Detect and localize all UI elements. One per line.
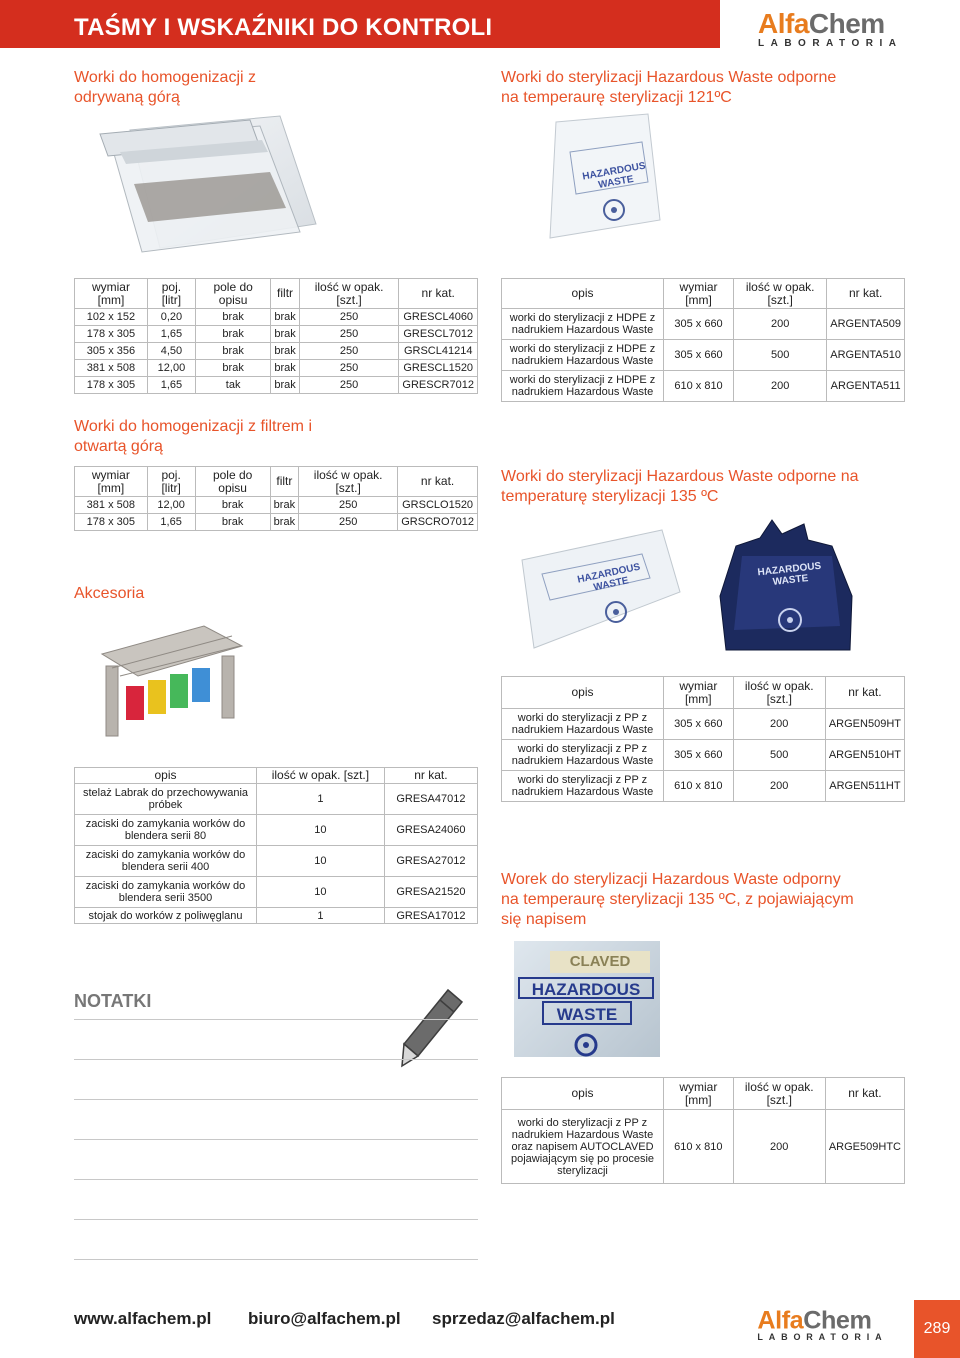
cell: ARGEN510HT [825, 740, 904, 771]
table-row [502, 340, 905, 371]
cell: GRSCRO7012 [398, 514, 478, 531]
table-row [75, 343, 478, 360]
cell: 10 [257, 815, 385, 846]
cell: ARGEN509HT [825, 709, 904, 740]
section-title-hazard-121: Worki do sterylizacji Hazardous Waste odporne na temperaurę sterylizacji 121ºC [501, 69, 837, 106]
col-header: ilość w opak. [szt.] [733, 677, 825, 709]
cell: GRESA24060 [384, 815, 477, 846]
col-header: pole do opisu [195, 467, 270, 497]
col-header: opis [75, 768, 257, 784]
cell: ARGENTA511 [827, 371, 905, 402]
cell: ARGENTA510 [827, 340, 905, 371]
col-header: wymiar [mm] [75, 279, 148, 309]
cell: brak [271, 326, 299, 343]
homogenizer-bags-photo [90, 112, 330, 254]
table-row [75, 877, 478, 908]
cell: 12,00 [147, 497, 195, 514]
cell: 500 [733, 740, 825, 771]
col-header: ilość w opak. [szt.] [299, 467, 398, 497]
bag-print-text: HAZARDOUS WASTE [757, 560, 822, 588]
pen-icon [396, 986, 466, 1070]
autoclaved-closeup-photo [514, 941, 660, 1057]
note-line [74, 1179, 478, 1180]
note-line [74, 1099, 478, 1100]
note-line [74, 1059, 478, 1060]
cell: worki do sterylizacji z PP z nadrukiem Hazardous Waste [502, 740, 664, 771]
cell: worki do sterylizacji z PP z nadrukiem Hazardous Waste oraz napisem AUTOCLAVED pojawiającym się po procesie sterylizacji [502, 1110, 664, 1184]
email-biuro-link[interactable]: biuro@alfachem.pl [248, 1309, 401, 1328]
col-header: ilość w opak. [szt.] [299, 279, 399, 309]
cell: 250 [299, 309, 399, 326]
cell: brak [270, 514, 298, 531]
hazard-bag-135-clear-photo [512, 520, 682, 652]
col-header: ilość w opak. [szt.] [257, 768, 385, 784]
col-header: nr kat. [825, 1078, 904, 1110]
cell: 178 x 305 [75, 326, 148, 343]
logo-wordmark: AlfaChem [758, 8, 885, 39]
col-header: ilość w opak. [szt.] [733, 1078, 825, 1110]
note-line [74, 1019, 478, 1020]
cell: 500 [734, 340, 827, 371]
cell: 250 [299, 377, 399, 394]
cell: brak [270, 497, 298, 514]
col-header: nr kat. [827, 279, 905, 309]
table-header-row [75, 768, 478, 784]
cell: worki do sterylizacji z PP z nadrukiem Hazardous Waste [502, 709, 664, 740]
cell: 12,00 [147, 360, 195, 377]
cell: brak [271, 343, 299, 360]
cell: GRESCR7012 [399, 377, 478, 394]
cell: zaciski do zamykania worków do blendera serii 80 [75, 815, 257, 846]
cell: ARGE509HTC [825, 1110, 904, 1184]
email-sprzedaz-link[interactable]: sprzedaz@alfachem.pl [432, 1309, 615, 1328]
section-title-homog-odrywana: Worki do homogenizacji z odrywaną górą [74, 69, 257, 106]
table-row [75, 908, 478, 924]
logo-subtitle: LABORATORIA [758, 38, 903, 49]
cell: 610 x 810 [664, 1110, 734, 1184]
col-header: opis [502, 1078, 664, 1110]
col-header: wymiar [mm] [664, 677, 734, 709]
table-homog-odrywana [74, 278, 478, 394]
cell: worki do sterylizacji z PP z nadrukiem Hazardous Waste [502, 771, 664, 802]
cell: brak [271, 377, 299, 394]
section-title-hazard-135: Worki do sterylizacji Hazardous Waste odporne na temperaturę sterylizacji 135 ºC [501, 468, 859, 505]
cell: 305 x 356 [75, 343, 148, 360]
autoclaved-label: CLAVED [550, 951, 650, 973]
cell: GRESCL1520 [399, 360, 478, 377]
cell: 178 x 305 [75, 377, 148, 394]
table-header-row [502, 677, 905, 709]
table-header-row [502, 279, 905, 309]
labrak-rack-photo [92, 616, 252, 746]
table-header-row [502, 1078, 905, 1110]
cell: 250 [299, 497, 398, 514]
cell: stelaż Labrak do przechowywania próbek [75, 784, 257, 815]
col-header: opis [502, 279, 664, 309]
cell: worki do sterylizacji z HDPE z nadrukiem Hazardous Waste [502, 340, 664, 371]
cell: 610 x 810 [664, 371, 734, 402]
col-header: poj. [litr] [147, 279, 195, 309]
hazard-bag-121-photo [536, 112, 666, 242]
cell: GRESA47012 [384, 784, 477, 815]
cell: 200 [733, 709, 825, 740]
cell: GRESCL7012 [399, 326, 478, 343]
cell: GRESA27012 [384, 846, 477, 877]
cell: 381 x 508 [75, 360, 148, 377]
cell: 200 [733, 771, 825, 802]
table-header-row [75, 279, 478, 309]
cell: brak [195, 497, 270, 514]
col-header: wymiar [mm] [664, 1078, 734, 1110]
table-row [75, 497, 478, 514]
cell: brak [195, 309, 270, 326]
table-row [75, 377, 478, 394]
cell: 102 x 152 [75, 309, 148, 326]
cell: 305 x 660 [664, 340, 734, 371]
cell: 200 [734, 371, 827, 402]
waste-label: WASTE [542, 1001, 632, 1025]
logo-wordmark: AlfaChem [757, 1306, 872, 1334]
table-akcesoria [74, 767, 478, 924]
page-number: 289 [914, 1300, 960, 1358]
table-row [502, 709, 905, 740]
col-header: wymiar [mm] [75, 467, 148, 497]
col-header: opis [502, 677, 664, 709]
section-title-homog-filtr: Worki do homogenizacji z filtrem i otwartą górą [74, 418, 313, 455]
cell: 1,65 [147, 326, 195, 343]
cell: worki do sterylizacji z HDPE z nadrukiem Hazardous Waste [502, 309, 664, 340]
cell: ARGENTA509 [827, 309, 905, 340]
col-header: nr kat. [384, 768, 477, 784]
col-header: nr kat. [825, 677, 904, 709]
alfachem-logo [752, 8, 912, 48]
cell: 1 [257, 784, 385, 815]
table-row [502, 1110, 905, 1184]
cell: 4,50 [147, 343, 195, 360]
cell: 1,65 [147, 514, 195, 531]
hazard-bag-135-blue-photo [712, 516, 862, 656]
col-header: pole do opisu [195, 279, 270, 309]
biohazard-icon [568, 1029, 604, 1057]
cell: worki do sterylizacji z HDPE z nadrukiem Hazardous Waste [502, 371, 664, 402]
cell: 305 x 660 [664, 740, 734, 771]
col-header: nr kat. [399, 279, 478, 309]
cell: brak [195, 514, 270, 531]
cell: 1 [257, 908, 385, 924]
cell: brak [195, 360, 270, 377]
note-line [74, 1139, 478, 1140]
cell: 250 [299, 514, 398, 531]
cell: 0,20 [147, 309, 195, 326]
cell: 250 [299, 326, 399, 343]
table-row [75, 360, 478, 377]
section-title-hazard-napis: Worek do sterylizacji Hazardous Waste odporny na temperaurę sterylizacji 135 ºC, z pojawiającym się napisem [501, 871, 854, 928]
table-row [502, 371, 905, 402]
cell: GRESCL4060 [399, 309, 478, 326]
cell: brak [195, 326, 270, 343]
notes-title: NOTATKI [74, 991, 152, 1011]
cell: 305 x 660 [664, 309, 734, 340]
cell: 178 x 305 [75, 514, 148, 531]
cell: 200 [733, 1110, 825, 1184]
table-row [75, 846, 478, 877]
cell: GRSCLO1520 [398, 497, 478, 514]
logo-subtitle: LABORATORIA [757, 1333, 888, 1343]
col-header: filtr [271, 279, 299, 309]
table-header-row [75, 467, 478, 497]
section-title-akcesoria: Akcesoria [74, 585, 145, 602]
cell: 250 [299, 360, 399, 377]
table-row [502, 771, 905, 802]
page-title: TAŚMY I WSKAŹNIKI DO KONTROLI [74, 14, 493, 41]
cell: 10 [257, 846, 385, 877]
hazardous-label: HAZARDOUS [518, 977, 654, 999]
cell: 1,65 [147, 377, 195, 394]
table-hazard-napis [501, 1077, 905, 1184]
note-line [74, 1219, 478, 1220]
website-link[interactable]: www.alfachem.pl [74, 1309, 212, 1328]
col-header: nr kat. [398, 467, 478, 497]
table-hazard-135 [501, 676, 905, 802]
cell: brak [271, 309, 299, 326]
table-row [502, 740, 905, 771]
alfachem-footer-logo [752, 1306, 896, 1342]
cell: ARGEN511HT [825, 771, 904, 802]
cell: zaciski do zamykania worków do blendera serii 3500 [75, 877, 257, 908]
cell: GRSCL41214 [399, 343, 478, 360]
cell: brak [195, 343, 270, 360]
cell: tak [195, 377, 270, 394]
cell: stojak do worków z poliwęglanu [75, 908, 257, 924]
cell: brak [271, 360, 299, 377]
cell: zaciski do zamykania worków do blendera serii 400 [75, 846, 257, 877]
col-header: ilość w opak. [szt.] [734, 279, 827, 309]
cell: 610 x 810 [664, 771, 734, 802]
cell: 250 [299, 343, 399, 360]
table-row [75, 326, 478, 343]
table-row [75, 784, 478, 815]
cell: 200 [734, 309, 827, 340]
cell: GRESA17012 [384, 908, 477, 924]
cell: 10 [257, 877, 385, 908]
cell: 305 x 660 [664, 709, 734, 740]
col-header: filtr [270, 467, 298, 497]
table-row [75, 309, 478, 326]
table-row [75, 815, 478, 846]
cell: GRESA21520 [384, 877, 477, 908]
table-homog-filtr [74, 466, 478, 531]
cell: 381 x 508 [75, 497, 148, 514]
bag-print-text: HAZARDOUS WASTE [581, 160, 647, 191]
note-line [74, 1259, 478, 1260]
col-header: wymiar [mm] [664, 279, 734, 309]
col-header: poj. [litr] [147, 467, 195, 497]
table-row [75, 514, 478, 531]
table-row [502, 309, 905, 340]
table-hazard-121 [501, 278, 905, 402]
bag-print-text: HAZARDOUS WASTE [576, 561, 642, 594]
